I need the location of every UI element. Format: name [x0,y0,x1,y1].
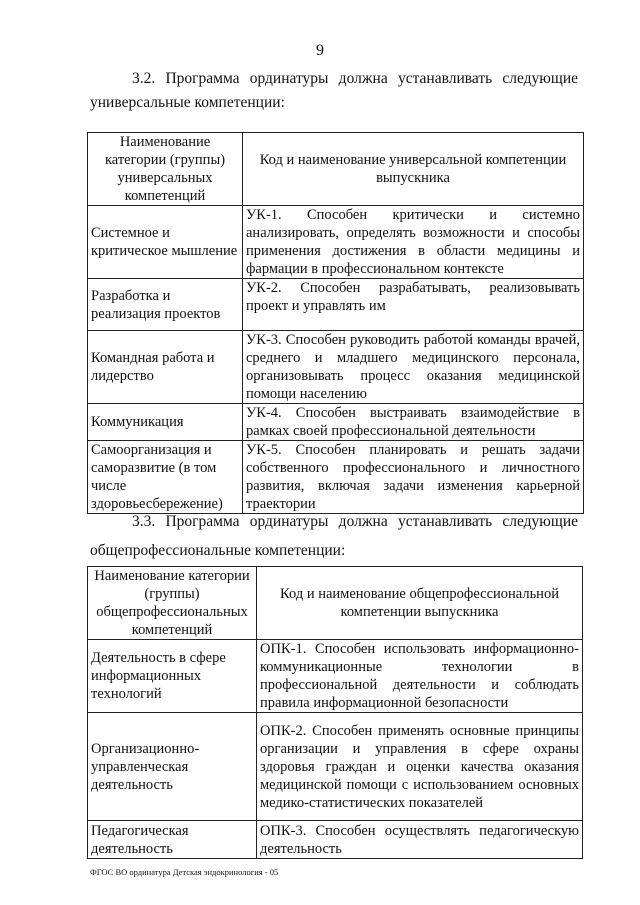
row-category: Самоорганизация и саморазвитие (в том числе здоровьесбережение) [88,441,243,514]
table-row [88,206,584,279]
table-row [88,713,583,821]
page-number: 9 [316,42,324,59]
row-category: Коммуникация [88,404,243,441]
row-competence: ОПК-1. Способен использовать информационно-коммуникационные технологии в профессиональной деятельности и соблюдать правила информационной безопасности [257,640,583,713]
table-row [88,331,584,404]
header-category: Наименование категории (группы) общепрофессиональных компетенций [88,567,257,640]
row-competence: УК-2. Способен разрабатывать, реализовывать проект и управлять им [243,279,584,331]
row-competence: УК-4. Способен выстраивать взаимодействие в рамках своей профессиональной деятельности [243,404,584,441]
row-category: Командная работа и лидерство [88,331,243,404]
row-competence: ОПК-3. Способен осуществлять педагогическую деятельность [257,821,583,859]
table-row [88,640,583,713]
section-3-3-line2: общепрофессиональные компетенции: [90,542,346,559]
section-3-2-paragraph [90,67,578,115]
table-row [88,821,583,859]
row-competence: УК-3. Способен руководить работой команды врачей, среднего и младшего медицинского персонала, организовывать процесс оказания медицинской помощи населению [243,331,584,404]
table-row [88,404,584,441]
header-code: Код и наименование универсальной компетенции выпускника [243,133,584,206]
row-category: Деятельность в сфере информационных технологий [88,640,257,713]
table-row [88,279,584,331]
section-3-2-line2: универсальные компетенции: [90,94,285,111]
header-code: Код и наименование общепрофессиональной компетенции выпускника [257,567,583,640]
table-header-row [88,567,583,640]
section-3-3-line1: 3.3. Программа ординатуры должна устанавливать следующие [132,513,578,530]
row-category: Педагогическая деятельность [88,821,257,859]
row-category: Разработка и реализация проектов [88,279,243,331]
table-header-row [88,133,584,206]
row-competence: ОПК-2. Способен применять основные принципы организации и управления в сфере охраны здоровья граждан и оценки качества оказания медицинской помощи с использованием основных медико-статистических показателей [257,713,583,821]
general-professional-competencies-table [87,566,583,859]
table-row [88,441,584,514]
section-3-3-paragraph [90,510,578,563]
row-category: Организационно-управленческая деятельность [88,713,257,821]
row-competence: УК-5. Способен планировать и решать задачи собственного профессионального и личностного развития, включая задачи изменения карьерной траектории [243,441,584,514]
section-3-2-line1: 3.2. Программа ординатуры должна устанавливать следующие [132,70,578,87]
footer-text: ФГОС ВО ординатура Детская эндокринология - 05 [90,867,279,877]
header-category: Наименование категории (группы) универсальных компетенций [88,133,243,206]
row-competence: УК-1. Способен критически и системно анализировать, определять возможности и способы применения достижения в области медицины и фармации в профессиональном контексте [243,206,584,279]
row-category: Системное и критическое мышление [88,206,243,279]
universal-competencies-table [87,132,584,514]
